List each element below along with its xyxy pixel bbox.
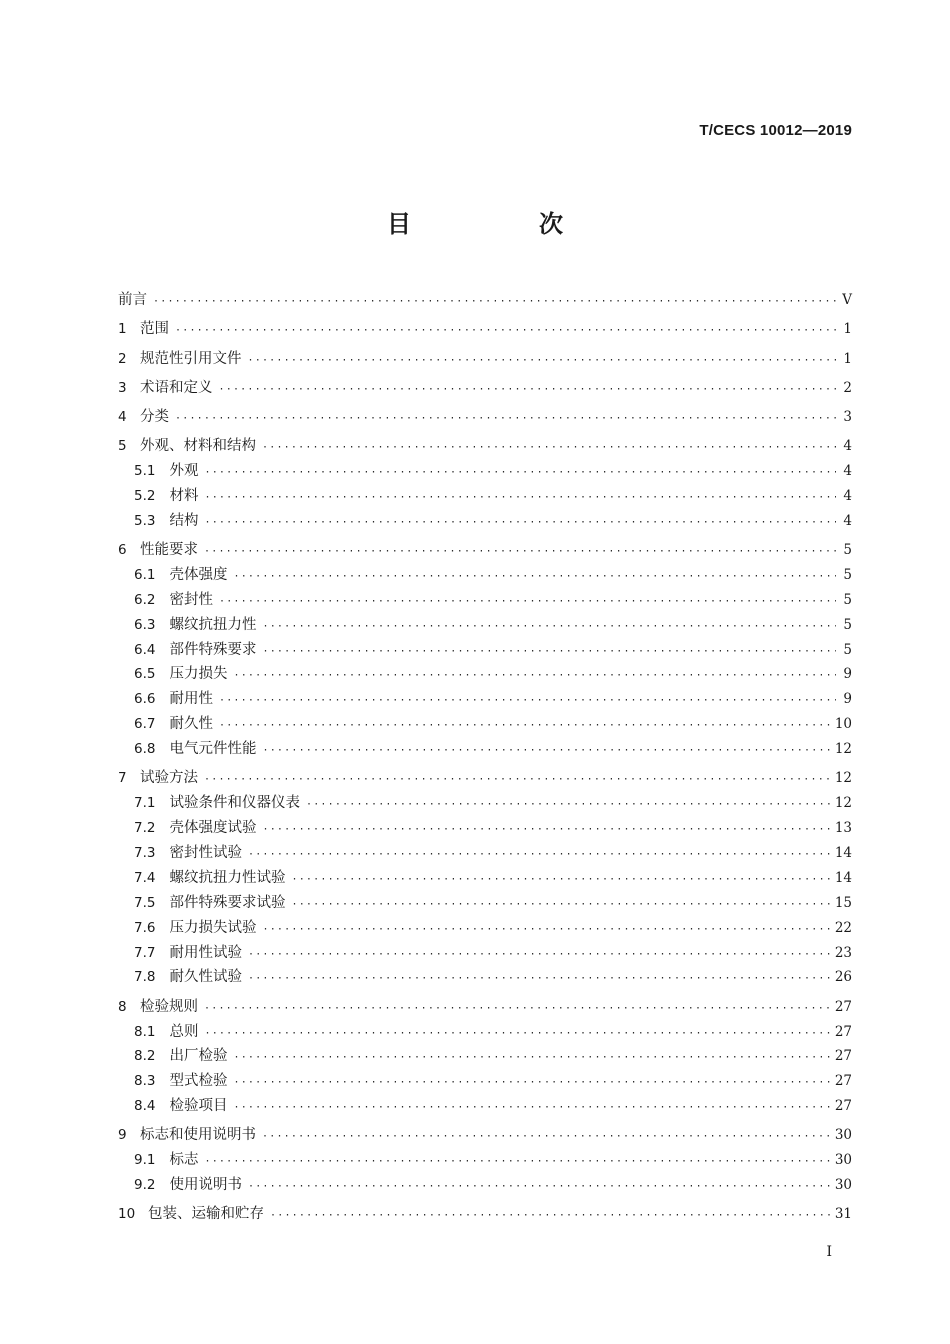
toc-entry-page: 5 [843,541,852,558]
toc-entry[interactable] [118,455,852,480]
toc-entry-title: 规范性引用文件 [140,350,242,367]
toc-leader-dots [262,923,830,937]
toc-entry-number: 2 [118,350,127,367]
toc-entry[interactable] [118,505,852,530]
toc-entry[interactable] [118,937,852,962]
toc-leader-dots [204,1027,830,1041]
toc-leader-dots [204,491,836,505]
toc-entry-number: 7.5 [134,894,156,911]
toc-leader-dots [233,1051,830,1065]
toc-entry-title: 壳体强度试验 [169,820,257,837]
toc-entry-title: 耐用性 [169,691,213,708]
toc-entry-title: 包装、运输和贮存 [148,1206,264,1223]
toc-entry-title: 标志 [169,1152,199,1169]
toc-entry-page: 9 [843,691,852,708]
toc-entry-page: 31 [834,1206,852,1223]
toc-entry-page: 4 [843,463,852,480]
toc-entry-title: 壳体强度 [169,566,228,583]
toc-entry-number: 7.1 [134,795,156,812]
toc-entry-page: 10 [834,716,852,733]
toc-entry-page: 27 [834,998,852,1015]
toc-entry[interactable] [118,368,852,397]
toc-entry-title: 密封性试验 [169,844,242,861]
toc-leader-dots [262,823,830,837]
toc-leader-dots [270,1209,831,1223]
toc-entry-title: 密封性 [169,591,213,608]
toc-entry-page: 5 [843,591,852,608]
toc-leader-dots [219,383,837,397]
toc-entry-title: 外观、材料和结构 [140,438,256,455]
toc-entry-page: 5 [843,641,852,658]
toc-entry-number: 6.5 [134,666,156,683]
toc-entry-title: 使用说明书 [169,1177,242,1194]
toc-entry-number: 8.2 [134,1048,156,1065]
toc-leader-dots [233,669,836,683]
toc-entry-number: 8 [118,998,127,1015]
toc-entry-number: 6.6 [134,691,156,708]
toc-entry[interactable] [118,962,852,987]
toc-entry-title: 分类 [140,408,169,425]
toc-leader-dots [219,719,831,733]
toc-entry-number: 5.1 [134,463,156,480]
toc-entry-title: 压力损失 [169,666,228,683]
toc-entry[interactable] [118,837,852,862]
toc-entry[interactable] [118,1144,852,1169]
toc-entry-title: 标志和使用说明书 [140,1127,256,1144]
toc-entry-number: 4 [118,408,127,425]
toc-leader-dots [204,1155,830,1169]
toc-entry[interactable] [118,733,852,758]
toc-leader-dots [219,694,836,708]
toc-entry-number: 6.4 [134,641,156,658]
toc-entry-title: 结构 [169,512,199,529]
toc-entry-page: 30 [834,1177,852,1194]
toc-entry-title: 电气元件性能 [169,741,257,758]
toc-leader-dots [248,1180,831,1194]
toc-leader-dots [175,324,836,338]
toc-entry-page: 27 [834,1023,852,1040]
toc-leader-dots [175,412,836,426]
toc-entry-number: 7.3 [134,844,156,861]
toc-entry-page: 27 [834,1048,852,1065]
toc-leader-dots [306,798,831,812]
toc-leader-dots [248,948,831,962]
toc-entry-title: 试验方法 [140,770,198,787]
toc-entry-number: 7.2 [134,820,156,837]
toc-entry-number: 7.7 [134,944,156,961]
toc-entry-page: 22 [834,919,852,936]
toc-entry[interactable] [118,309,852,338]
toc-entry-page: 30 [834,1127,852,1144]
toc-entry-title: 螺纹抗扭力性 [169,616,257,633]
toc-entry-page: 26 [834,969,852,986]
toc-entry[interactable] [118,1016,852,1041]
toc-entry-title: 螺纹抗扭力性试验 [169,869,286,886]
toc-entry-page: 1 [843,321,852,338]
standard-code: T/CECS 10012—2019 [699,122,852,139]
toc-entry-title: 部件特殊要求试验 [169,894,286,911]
toc-leader-dots [262,620,836,634]
toc-entry-number: 6 [118,541,127,558]
toc-entry-page: 12 [834,741,852,758]
toc-leader-dots [153,295,836,309]
toc-entry[interactable] [118,1115,852,1144]
toc-entry-page: 14 [834,844,852,861]
toc-entry[interactable] [118,708,852,733]
toc-entry-page: 23 [834,944,852,961]
toc-entry[interactable] [118,758,852,787]
toc-entry[interactable] [118,634,852,659]
toc-entry[interactable] [118,609,852,634]
toc-leader-dots [233,1101,830,1115]
toc-entry[interactable] [118,480,852,505]
toc-entry-title: 术语和定义 [140,379,213,396]
table-of-contents [118,280,852,1223]
toc-entry-page: 30 [834,1152,852,1169]
toc-entry-number: 9 [118,1127,127,1144]
toc-entry-number: 6.3 [134,616,156,633]
toc-entry-page: V [842,292,852,309]
toc-entry-title: 材料 [169,487,199,504]
toc-entry-title: 性能要求 [140,541,198,558]
toc-entry[interactable] [118,812,852,837]
toc-entry[interactable] [118,1169,852,1194]
toc-leader-dots [262,441,836,455]
toc-entry-page: 27 [834,1073,852,1090]
toc-entry-number: 7.8 [134,969,156,986]
toc-entry[interactable] [118,1194,852,1223]
toc-entry-page: 4 [843,512,852,529]
toc-entry-title: 总则 [169,1023,199,1040]
toc-entry-page: 5 [843,616,852,633]
toc-entry-page: 12 [834,770,852,787]
toc-entry-number: 8.1 [134,1023,156,1040]
toc-entry[interactable] [118,426,852,455]
toc-entry[interactable] [118,787,852,812]
toc-leader-dots [219,595,836,609]
toc-entry-page: 5 [843,566,852,583]
toc-entry-title: 前言 [118,292,147,309]
toc-entry-number: 9.1 [134,1152,156,1169]
toc-entry-number: 9.2 [134,1177,156,1194]
toc-entry-title: 外观 [169,463,199,480]
toc-entry[interactable] [118,280,852,309]
page-number: I [826,1244,832,1260]
toc-entry[interactable] [118,1065,852,1090]
toc-leader-dots [262,744,830,758]
toc-entry-title: 耐久性试验 [169,969,242,986]
toc-leader-dots [262,1130,831,1144]
toc-entry-page: 12 [834,795,852,812]
toc-entry-number: 10 [118,1206,136,1223]
toc-entry-title: 试验条件和仪器仪表 [169,795,300,812]
toc-entry-page: 4 [843,487,852,504]
toc-entry-title: 压力损失试验 [169,919,257,936]
toc-entry-title: 出厂检验 [169,1048,228,1065]
toc-entry-page: 2 [843,379,852,396]
page-title: 目 次 [387,210,615,238]
toc-entry-number: 5 [118,438,127,455]
toc-entry[interactable] [118,559,852,584]
toc-entry-number: 8.3 [134,1073,156,1090]
toc-entry-title: 耐用性试验 [169,944,242,961]
toc-entry-page: 3 [843,408,852,425]
toc-entry-title: 范围 [140,321,169,338]
toc-entry-number: 6.1 [134,566,156,583]
toc-entry[interactable] [118,1041,852,1066]
toc-leader-dots [233,570,836,584]
toc-entry-number: 7.4 [134,869,156,886]
toc-entry-page: 15 [834,894,852,911]
toc-entry-page: 4 [843,438,852,455]
toc-leader-dots [233,1076,830,1090]
toc-leader-dots [204,516,836,530]
toc-leader-dots [204,545,836,559]
toc-entry-title: 耐久性 [169,716,213,733]
toc-entry[interactable] [118,1090,852,1115]
toc-leader-dots [248,848,831,862]
toc-entry[interactable] [118,659,852,684]
toc-entry[interactable] [118,887,852,912]
toc-entry[interactable] [118,530,852,559]
toc-entry-number: 1 [118,321,127,338]
toc-entry-number: 5.3 [134,512,156,529]
toc-entry-page: 9 [843,666,852,683]
toc-entry-title: 部件特殊要求 [169,641,257,658]
toc-leader-dots [262,645,836,659]
toc-leader-dots [248,972,831,986]
toc-entry-number: 5.2 [134,487,156,504]
toc-entry[interactable] [118,683,852,708]
toc-entry-number: 6.7 [134,716,156,733]
toc-leader-dots [291,898,830,912]
toc-entry-title: 型式检验 [169,1073,228,1090]
toc-entry-page: 1 [843,350,852,367]
toc-entry-number: 8.4 [134,1098,156,1115]
toc-entry-title: 检验规则 [140,998,198,1015]
toc-leader-dots [248,354,837,368]
toc-entry[interactable] [118,584,852,609]
toc-entry-number: 7.6 [134,919,156,936]
toc-entry[interactable] [118,986,852,1015]
toc-entry[interactable] [118,912,852,937]
toc-leader-dots [204,773,831,787]
toc-entry-number: 6.8 [134,741,156,758]
toc-entry-title: 检验项目 [169,1098,228,1115]
toc-entry[interactable] [118,338,852,367]
toc-leader-dots [204,1002,831,1016]
toc-entry-number: 3 [118,379,127,396]
toc-entry-page: 13 [834,820,852,837]
toc-entry[interactable] [118,397,852,426]
toc-entry-number: 7 [118,770,127,787]
toc-leader-dots [291,873,830,887]
toc-leader-dots [204,466,836,480]
toc-entry-page: 27 [834,1098,852,1115]
toc-entry-page: 14 [834,869,852,886]
toc-entry[interactable] [118,862,852,887]
toc-entry-number: 6.2 [134,591,156,608]
